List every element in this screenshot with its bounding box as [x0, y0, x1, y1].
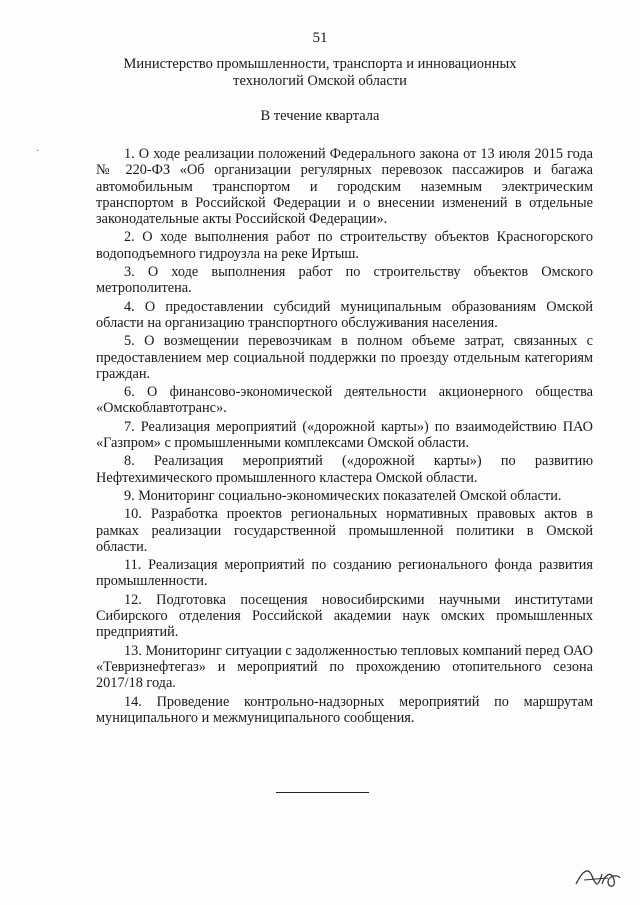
ministry-heading-line-2: технологий Омской области	[233, 73, 407, 89]
agenda-item: 13. Мониторинг ситуации с задолженностью тепловых компаний перед ОАО «Тевризнефтегаз» и мероприятий по прохождению отопительного сезона 2017/18 года.	[96, 642, 593, 692]
agenda-item: 2. О ходе выполнения работ по строительству объектов Красногорского водоподъемного гидроузла на реке Иртыш.	[96, 229, 593, 262]
agenda-item: 12. Подготовка посещения новосибирскими научными институтами Сибирского отделения Российской академии наук омских промышленных предприятий.	[96, 591, 593, 641]
agenda-item: 1. О ходе реализации положений Федерального закона от 13 июля 2015 года № 220-ФЗ «Об организации регулярных перевозок пассажиров и багажа автомобильным транспортом и городским наземным электрическим транспортом в Российской Федерации и о внесении изменений в отдельные законодательные акты Российской Федерации».	[96, 146, 593, 228]
agenda-item: 9. Мониторинг социально-экономических показателей Омской области.	[124, 487, 562, 504]
ministry-heading-line-1: Министерство промышленности, транспорта и инновационных	[123, 56, 517, 72]
agenda-item: 7. Реализация мероприятий («дорожной карты») по взаимодействию ПАО «Газпром» с промышленными комплексами Омской области.	[96, 418, 593, 452]
agenda-item: 8. Реализация мероприятий («дорожной карты») по развитию Нефтехимического промышленного кластера Омской области.	[96, 453, 593, 486]
agenda-item: 10. Разработка проектов региональных нормативных правовых актов в рамках реализации государственной промышленной политики в Омской области.	[96, 506, 593, 555]
agenda-item: 6. О финансово-экономической деятельности акционерного общества «Омскоблавтотранс».	[96, 384, 593, 417]
end-rule	[276, 792, 369, 793]
agenda-item: 14. Проведение контрольно-надзорных мероприятий по маршрутам муниципального и межмуниципального сообщения.	[96, 693, 593, 726]
agenda-item: 4. О предоставлении субсидий муниципальным образованиям Омской области на организацию транспортного обслуживания населения.	[96, 298, 593, 331]
page-number: 51	[312, 30, 328, 46]
agenda-item: 3. О ходе выполнения работ по строительству объектов Омского метрополитена.	[96, 264, 593, 297]
agenda-item: 11. Реализация мероприятий по созданию регионального фонда развития промышленности.	[96, 557, 593, 590]
agenda-item: 5. О возмещении перевозчикам в полном объеме затрат, связанных с предоставлением мер социальной поддержки по проезду отдельным категориям граждан.	[96, 333, 593, 382]
ministry-heading	[100, 56, 540, 90]
period-heading: В течение квартала	[260, 108, 380, 124]
agenda-item-list	[96, 146, 593, 728]
handwritten-initials	[572, 862, 622, 892]
margin-mark: ·	[36, 146, 40, 157]
